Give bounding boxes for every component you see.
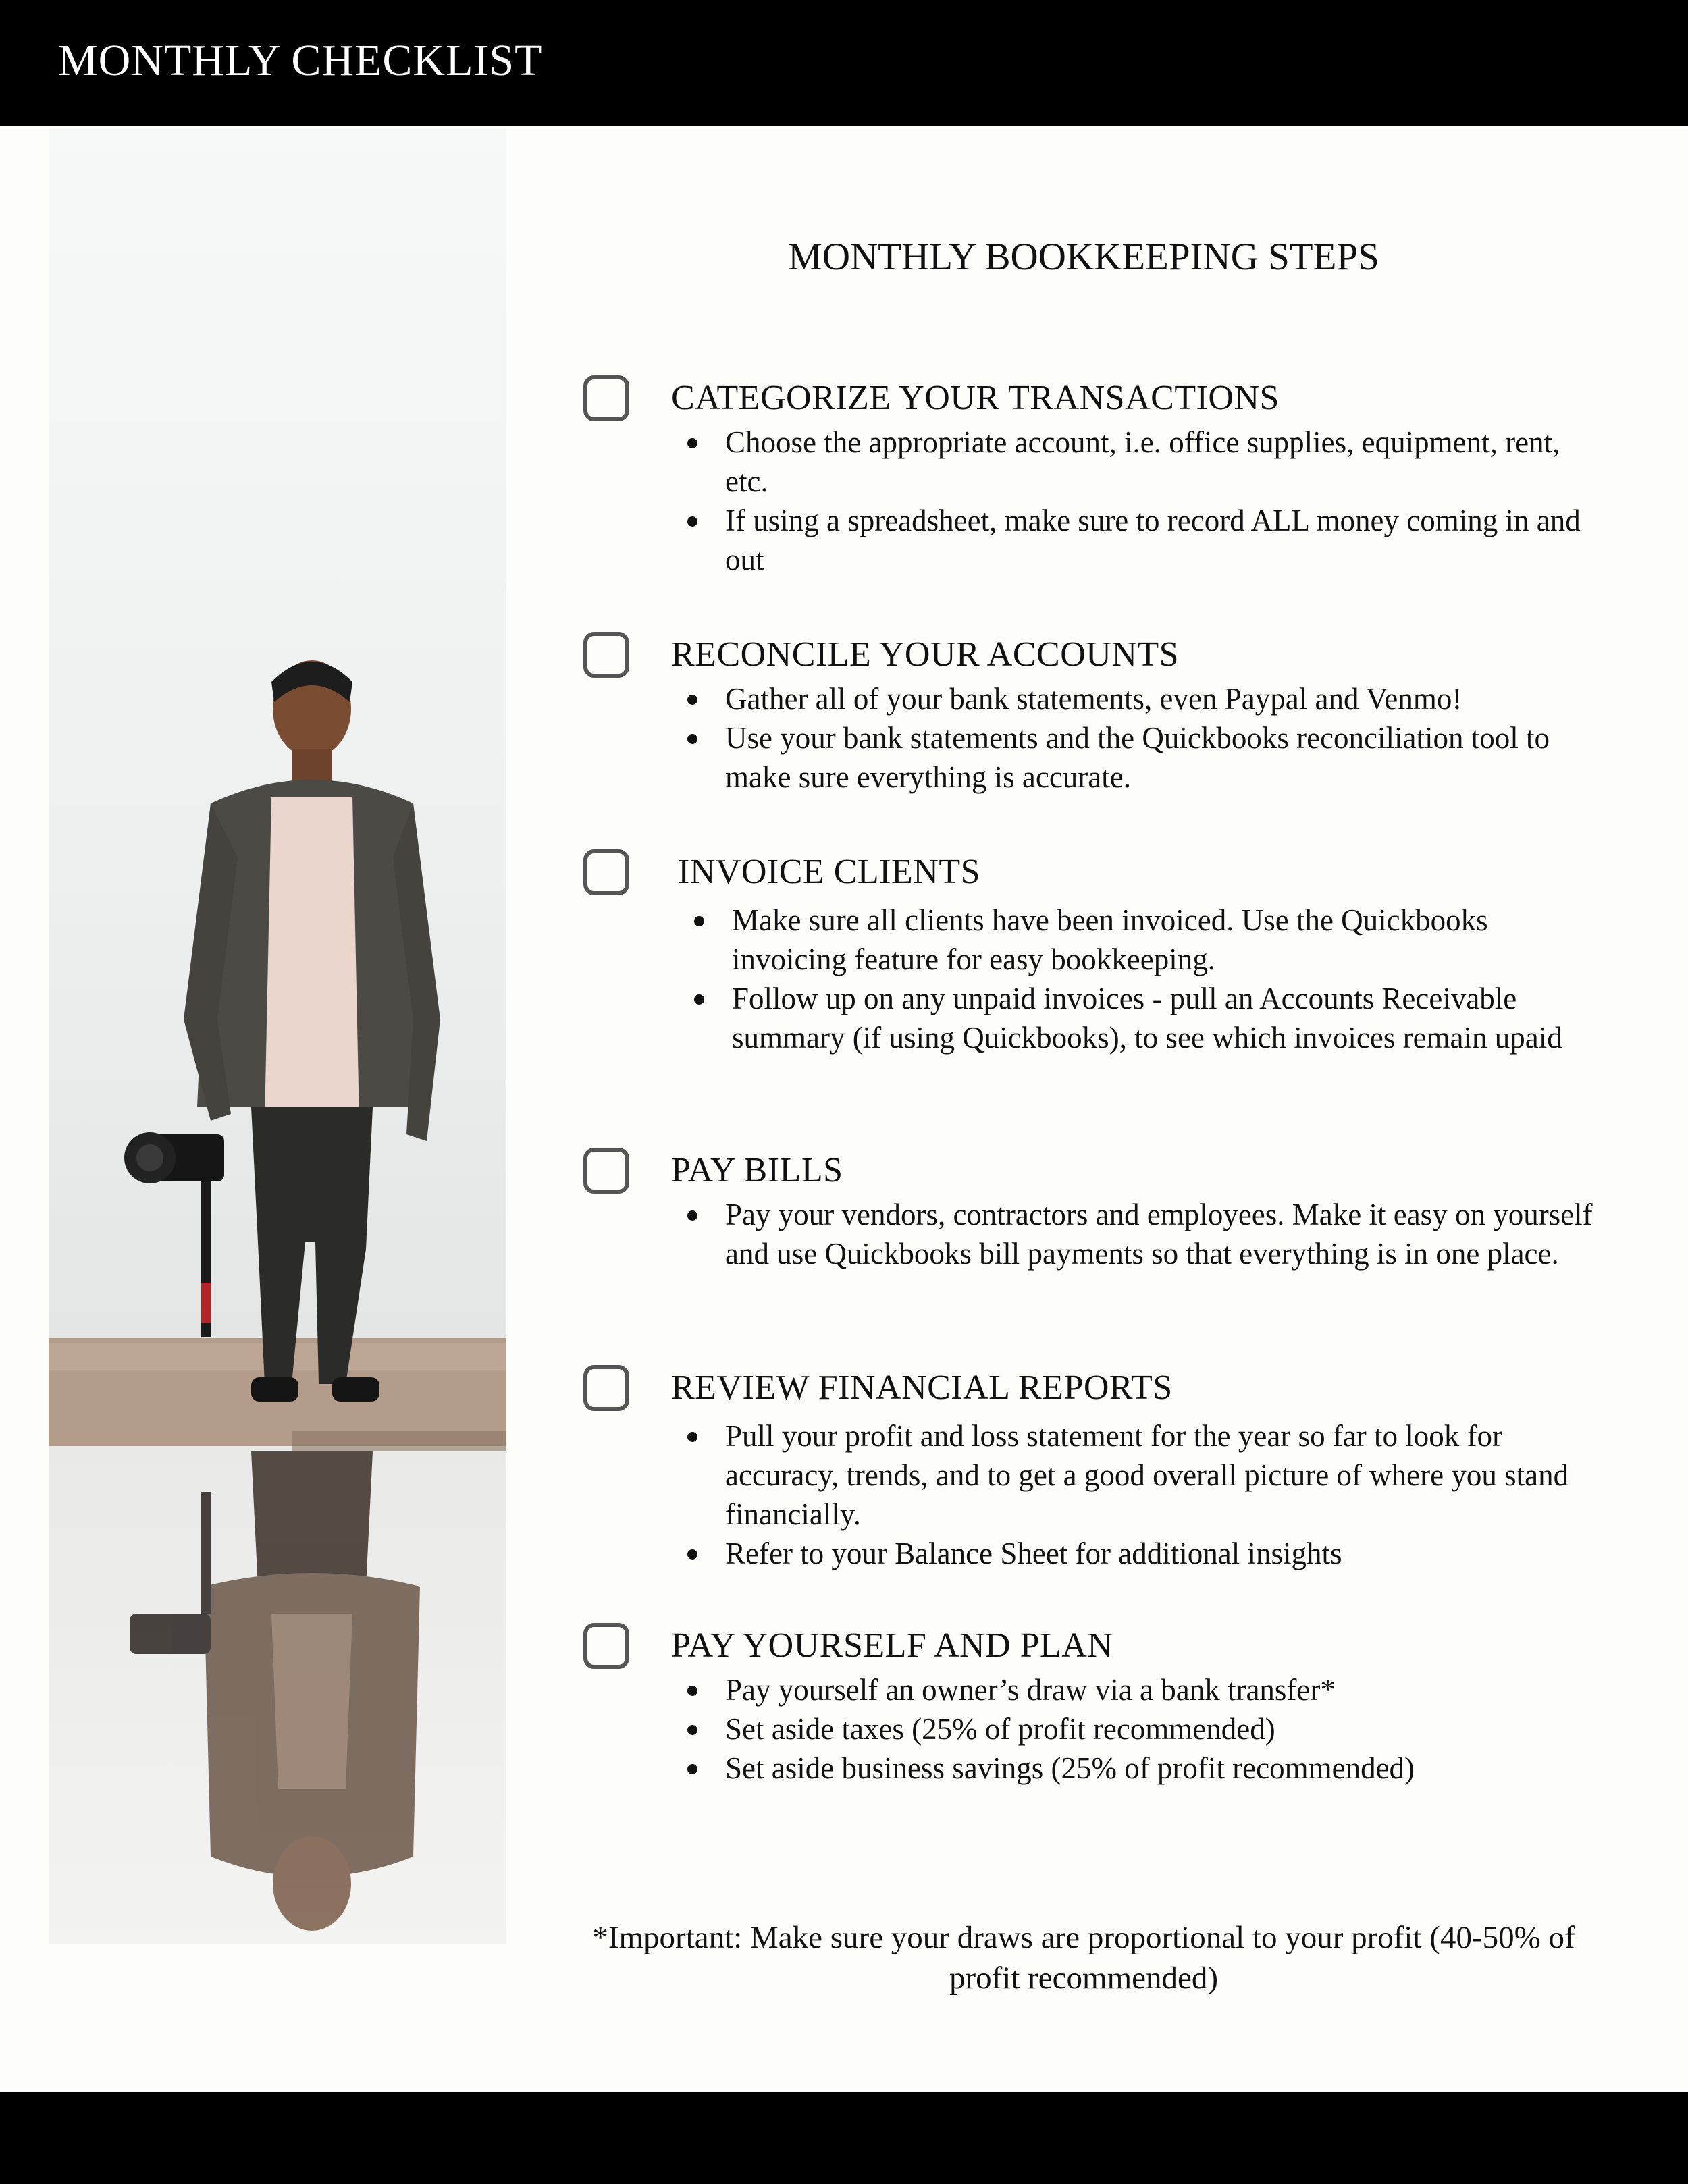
section-title: MONTHLY BOOKKEEPING STEPS bbox=[788, 236, 1379, 278]
bullet-item: Set aside business savings (25% of profit recommended) bbox=[685, 1749, 1596, 1788]
bullet-item: Refer to your Balance Sheet for additional insights bbox=[685, 1534, 1596, 1573]
step-bullets bbox=[685, 1195, 1596, 1273]
bullet-item: Pay yourself an owner’s draw via a bank transfer* bbox=[685, 1670, 1596, 1709]
step-heading: CATEGORIZE YOUR TRANSACTIONS bbox=[671, 379, 1280, 417]
step-heading: PAY BILLS bbox=[671, 1151, 843, 1190]
step-checkbox[interactable] bbox=[583, 1623, 629, 1669]
header-title: MONTHLY CHECKLIST bbox=[58, 36, 543, 85]
step-heading: PAY YOURSELF AND PLAN bbox=[671, 1626, 1113, 1665]
bullet-item: Follow up on any unpaid invoices - pull an Accounts Receivable summary (if using Quickbooks), to see which invoices remain upaid bbox=[691, 979, 1603, 1057]
step-checkbox[interactable] bbox=[583, 632, 629, 678]
step-checkbox[interactable] bbox=[583, 1148, 629, 1194]
step-checkbox[interactable] bbox=[583, 849, 629, 895]
step-bullets bbox=[691, 901, 1603, 1057]
bullet-item: Set aside taxes (25% of profit recommended) bbox=[685, 1709, 1596, 1749]
bullet-item: Make sure all clients have been invoiced. Use the Quickbooks invoicing feature for easy bookkeeping. bbox=[691, 901, 1603, 979]
step-heading: RECONCILE YOUR ACCOUNTS bbox=[671, 635, 1180, 674]
bullet-item: Gather all of your bank statements, even Paypal and Venmo! bbox=[685, 679, 1596, 718]
bullet-item: If using a spreadsheet, make sure to record ALL money coming in and out bbox=[685, 501, 1596, 579]
step-checkbox[interactable] bbox=[583, 375, 629, 421]
bullet-item: Choose the appropriate account, i.e. office supplies, equipment, rent, etc. bbox=[685, 423, 1596, 501]
important-note: *Important: Make sure your draws are proportional to your profit (40-50% of profit recommended) bbox=[592, 1920, 1575, 1996]
step-heading: REVIEW FINANCIAL REPORTS bbox=[671, 1368, 1173, 1407]
bullet-item: Use your bank statements and the Quickbooks reconciliation tool to make sure everything is accurate. bbox=[685, 718, 1596, 797]
step-checkbox[interactable] bbox=[583, 1365, 629, 1411]
footer-bar bbox=[0, 2092, 1688, 2184]
step-bullets bbox=[685, 1416, 1596, 1573]
photographer-photo bbox=[49, 128, 506, 1944]
step-bullets bbox=[685, 423, 1596, 579]
step-bullets bbox=[685, 679, 1596, 797]
step-bullets bbox=[685, 1670, 1596, 1788]
bullet-item: Pull your profit and loss statement for the year so far to look for accuracy, trends, and to get a good overall picture of where you stand financially. bbox=[685, 1416, 1596, 1534]
bullet-item: Pay your vendors, contractors and employees. Make it easy on yourself and use Quickbooks bill payments so that everything is in one place. bbox=[685, 1195, 1596, 1273]
step-heading: INVOICE CLIENTS bbox=[678, 853, 981, 891]
header-bar bbox=[0, 0, 1688, 126]
